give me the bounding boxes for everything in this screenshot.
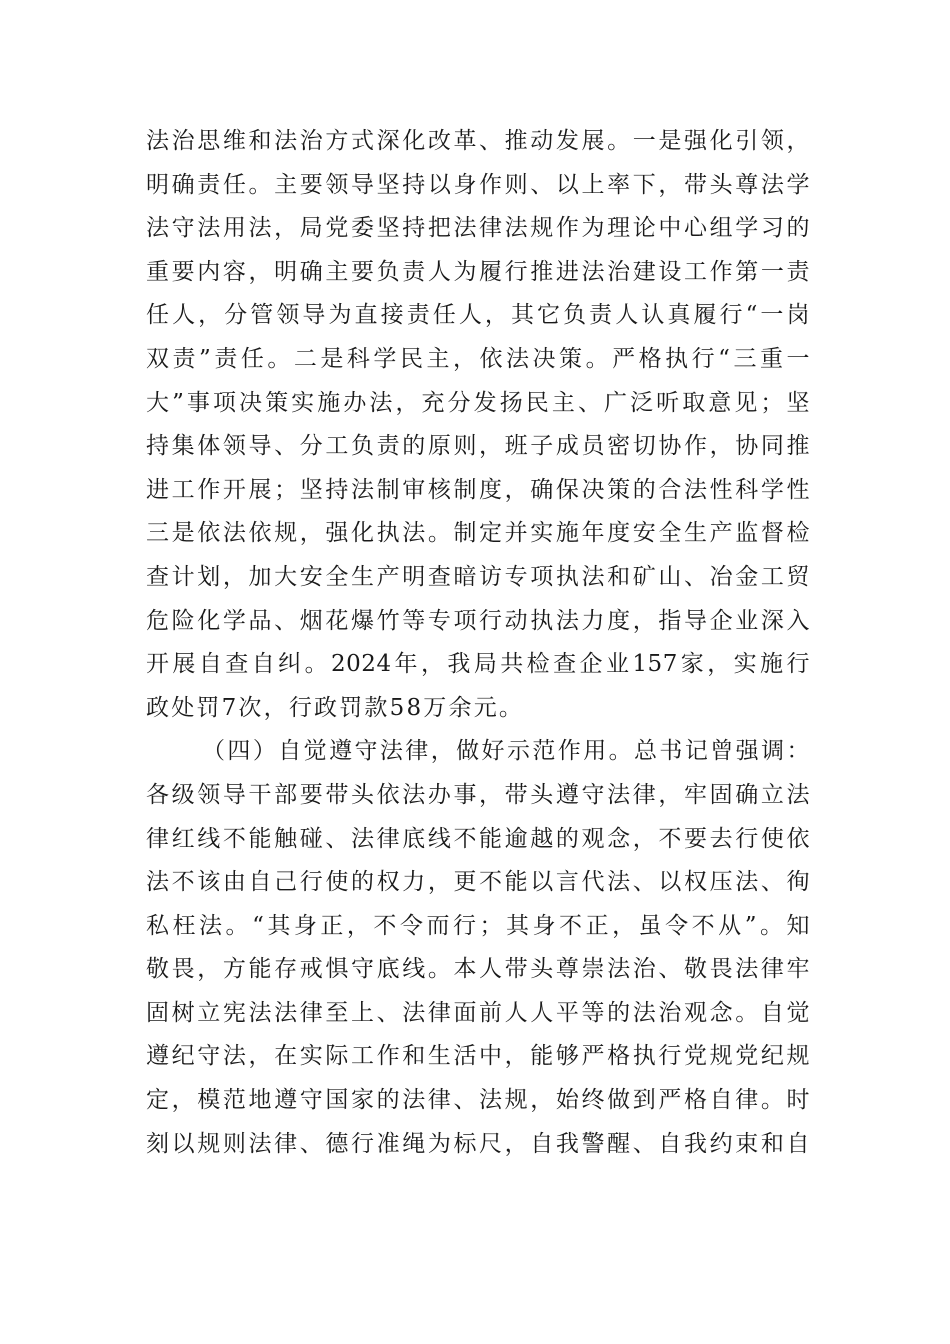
text-line: 三是依法依规，强化执法。制定并实施年度安全生产监督检	[146, 520, 810, 547]
text-line: 固树立宪法法律至上、法律面前人人平等的法治观念。自觉	[146, 999, 810, 1026]
text-line: 敬畏，方能存戒惧守底线。本人带头尊崇法治、敬畏法律牢	[146, 956, 810, 983]
section-heading-line: （四）自觉遵守法律，做好示范作用。总书记曾强调：	[202, 738, 810, 765]
text-line: 各级领导干部要带头依法办事，带头遵守法律，牢固确立法	[146, 781, 810, 808]
text-line: 法不该由自己行使的权力，更不能以言代法、以权压法、徇	[146, 869, 810, 896]
text-line: 法治思维和法治方式深化改革、推动发展。一是强化引领，	[146, 128, 810, 154]
text-line: 大”事项决策实施办法，充分发扬民主、广泛听取意见；坚	[146, 389, 810, 416]
text-line: 政处罚7次，行政罚款58万余元。	[146, 694, 525, 721]
text-line: 定，模范地遵守国家的法律、法规，始终做到严格自律。时	[146, 1087, 810, 1114]
text-line: 重要内容，明确主要负责人为履行推进法治建设工作第一责	[146, 258, 810, 285]
text-line: 危险化学品、烟花爆竹等专项行动执法力度，指导企业深入	[146, 607, 810, 634]
text-line: 刻以规则法律、德行准绳为标尺，自我警醒、自我约束和自	[146, 1130, 810, 1157]
text-line: 双责”责任。二是科学民主，依法决策。严格执行“三重一	[146, 345, 810, 372]
text-line: 明确责任。主要领导坚持以身作则、以上率下，带头尊法学	[146, 171, 810, 198]
text-line: 任人，分管领导为直接责任人，其它负责人认真履行“一岗	[146, 302, 810, 329]
text-line: 律红线不能触碰、法律底线不能逾越的观念，不要去行使依	[146, 825, 810, 852]
text-line: 法守法用法，局党委坚持把法律法规作为理论中心组学习的	[146, 215, 810, 242]
text-line: 进工作开展；坚持法制审核制度，确保决策的合法性科学性	[146, 476, 810, 503]
text-line: 私枉法。“其身正，不令而行；其身不正，虽令不从”。知	[146, 912, 810, 939]
text-line: 持集体领导、分工负责的原则，班子成员密切协作，协同推	[146, 433, 810, 460]
text-line: 开展自查自纠。2024年，我局共检查企业157家，实施行	[146, 651, 810, 678]
text-line: 查计划，加大安全生产明查暗访专项执法和矿山、冶金工贸	[146, 563, 810, 590]
body-text	[146, 120, 810, 1166]
text-line: 遵纪守法，在实际工作和生活中，能够严格执行党规党纪规	[146, 1043, 810, 1070]
